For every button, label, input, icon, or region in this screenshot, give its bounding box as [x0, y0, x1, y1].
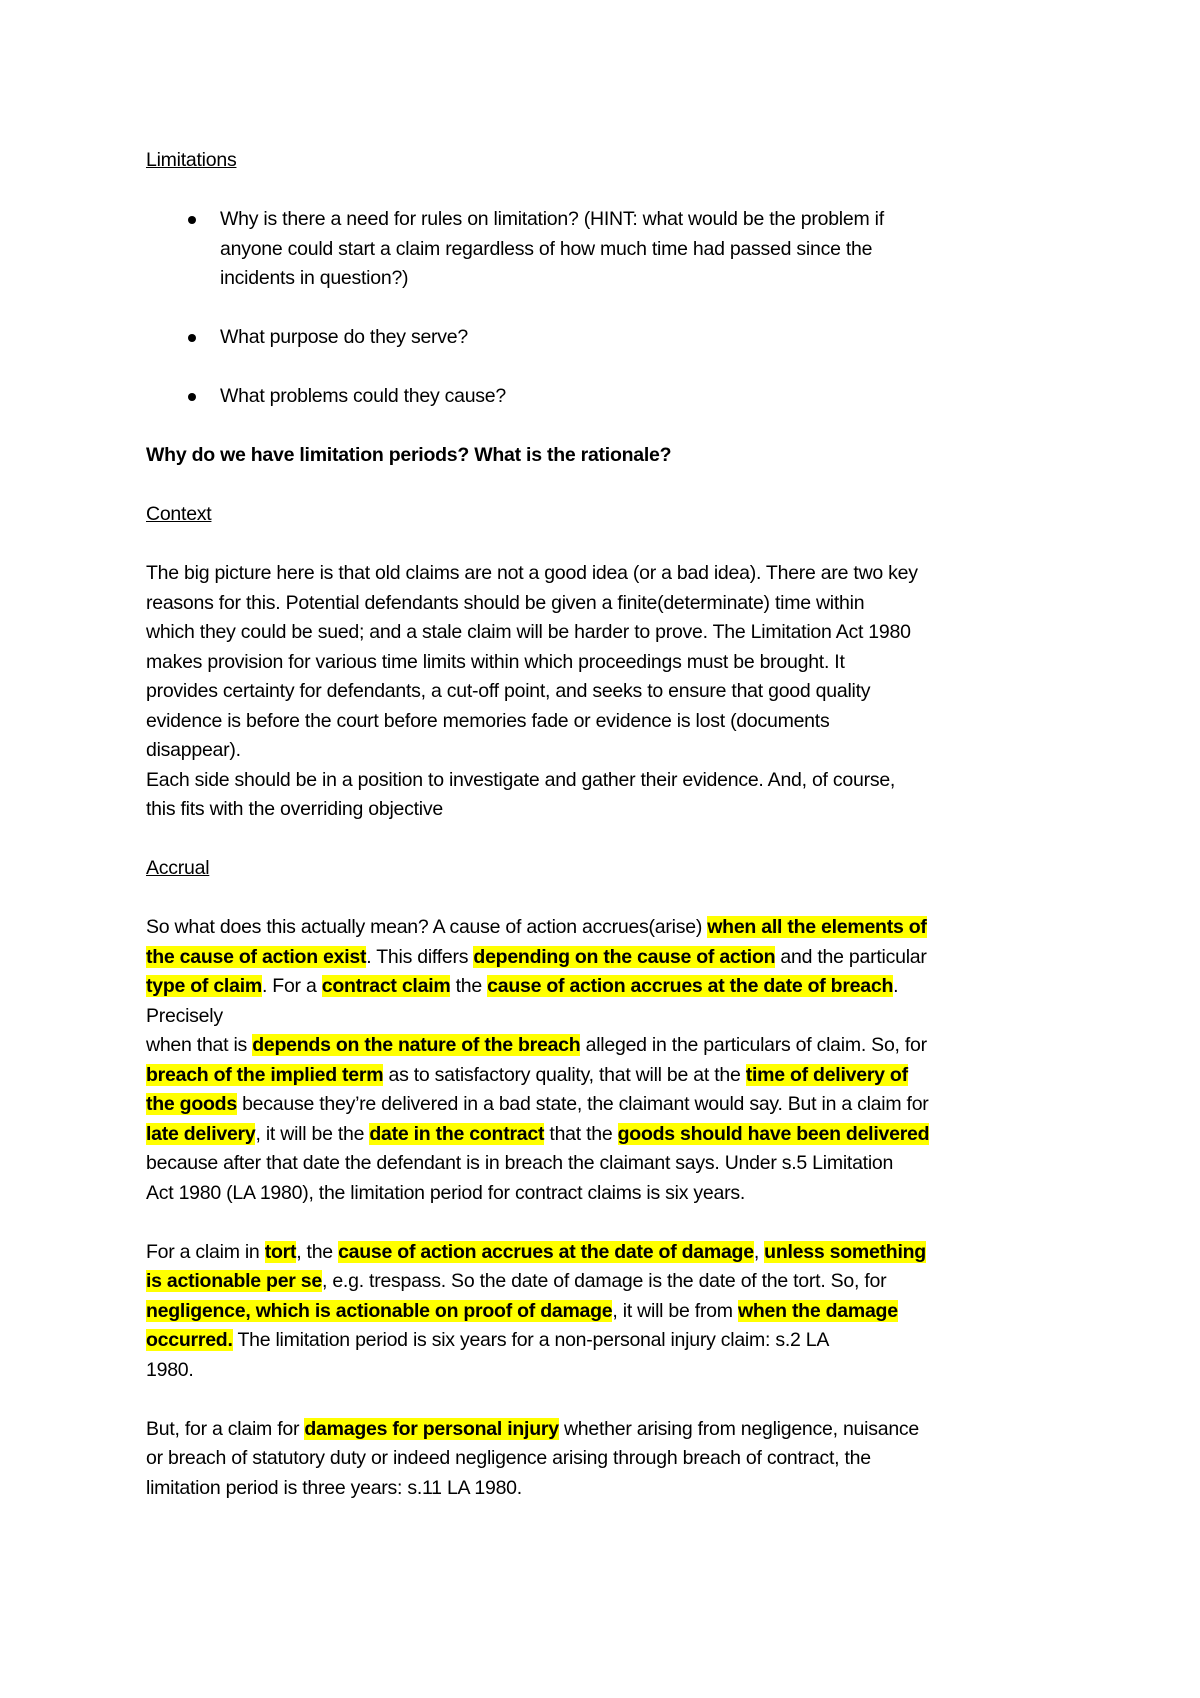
body-text: or breach of statutory duty or indeed negligence arising through breach of contract, the: [146, 1447, 871, 1469]
context-line: reasons for this. Potential defendants should be given a finite(determinate) time within: [146, 591, 865, 614]
bullet-dot-icon: [188, 393, 196, 401]
spacer: [146, 1385, 1070, 1415]
highlighted-text: tort: [264, 1240, 297, 1263]
body-text: the: [450, 975, 488, 997]
context-line: provides certainty for defendants, a cut-off point, and seeks to ensure that good quality: [146, 680, 871, 702]
paragraph-line: [146, 1267, 1070, 1297]
paragraph-line: [146, 1474, 1070, 1504]
context-line: disappear).: [146, 739, 241, 761]
spacer: [146, 471, 1070, 501]
rationale-question: Why do we have limitation periods? What is the rationale?: [146, 444, 672, 466]
paragraph-line: [146, 1297, 1070, 1327]
body-text: because they’re delivered in a bad state, the claimant would say. But in a claim for: [236, 1093, 929, 1115]
paragraph-line: [146, 1002, 1070, 1032]
bullet-item: [146, 323, 1070, 353]
highlighted-text: late delivery: [146, 1122, 256, 1145]
spacer: [146, 884, 1070, 914]
body-text: limitation period is three years: s.11 LA 1980.: [146, 1476, 522, 1499]
bullet-item: [146, 205, 1070, 294]
context-line: The big picture here is that old claims are not a good idea (or a bad idea). There are two key: [146, 562, 918, 584]
personal-injury-paragraph: [146, 1415, 1070, 1504]
highlighted-text: cause of action accrues at the date of damage: [338, 1240, 754, 1263]
spacer: [146, 1208, 1070, 1238]
highlighted-text: when all the elements of: [707, 916, 927, 938]
body-text: So what does this actually mean? A cause of action accrues(arise): [146, 916, 708, 938]
highlighted-text: goods should have been delivered: [617, 1122, 930, 1145]
highlighted-text: time of delivery of: [745, 1063, 908, 1086]
body-text: alleged in the particulars of claim. So, for: [580, 1034, 927, 1056]
highlighted-text: is actionable per se: [146, 1270, 322, 1292]
body-text: But, for a claim for: [146, 1417, 305, 1440]
spacer: [146, 176, 1070, 206]
highlighted-text: cause of action accrues at the date of breach: [487, 975, 894, 997]
paragraph-line: [146, 1090, 1070, 1120]
body-text: when that is: [146, 1034, 253, 1056]
body-text: , the: [296, 1240, 339, 1263]
tort-paragraph: [146, 1238, 1070, 1386]
context-line: makes provision for various time limits within which proceedings must be brought. It: [146, 650, 845, 673]
bullet-line: incidents in question?): [220, 267, 409, 289]
spacer: [146, 530, 1070, 560]
context-line: Each side should be in a position to investigate and gather their evidence. And, of course,: [146, 768, 896, 791]
paragraph-line: [146, 913, 1070, 943]
paragraph-line: [146, 943, 1070, 973]
accrual-paragraph: [146, 913, 1070, 1208]
paragraph-line: [146, 1415, 1070, 1445]
highlighted-text: depending on the cause of action: [473, 945, 776, 968]
paragraph-line: [146, 1061, 1070, 1091]
paragraph-line: [146, 1326, 1070, 1356]
highlighted-text: contract claim: [321, 975, 451, 997]
body-text: The limitation period is six years for a non-personal injury claim: s.2 LA: [232, 1329, 830, 1351]
paragraph-line: [146, 1120, 1070, 1150]
body-text: , it will be from: [612, 1299, 738, 1322]
paragraph-line: [146, 1444, 1070, 1474]
context-line: which they could be sued; and a stale claim will be harder to prove. The Limitation Act 1980: [146, 621, 911, 643]
highlighted-text: depends on the nature of the breach: [252, 1034, 581, 1056]
body-text: as to satisfactory quality, that will be at the: [383, 1063, 746, 1086]
body-text: ,: [753, 1240, 765, 1263]
bullet-line: What problems could they cause?: [220, 385, 506, 407]
paragraph-line: [146, 1238, 1070, 1268]
body-text: Act 1980 (LA 1980), the limitation period for contract claims is six years.: [146, 1181, 746, 1204]
paragraph-line: [146, 1031, 1070, 1061]
highlighted-text: the cause of action exist: [146, 945, 367, 968]
limitation-questions-list: [146, 205, 1070, 412]
paragraph-line: [146, 1149, 1070, 1179]
heading-limitations: Limitations: [146, 149, 237, 171]
bullet-dot-icon: [188, 334, 196, 342]
bullet-item: [146, 382, 1070, 412]
highlighted-text: unless something: [764, 1240, 926, 1263]
bullet-dot-icon: [188, 216, 196, 224]
highlighted-text: type of claim: [146, 975, 262, 997]
body-text: 1980.: [146, 1358, 194, 1381]
body-text: whether arising from negligence, nuisance: [558, 1417, 920, 1440]
bullet-line: What purpose do they serve?: [220, 326, 468, 348]
body-text: For a claim in: [146, 1240, 265, 1263]
paragraph-line: [146, 1179, 1070, 1209]
context-line: this fits with the overriding objective: [146, 798, 443, 820]
paragraph-line: [146, 1356, 1070, 1386]
context-line: evidence is before the court before memories fade or evidence is lost (documents: [146, 709, 830, 732]
highlighted-text: breach of the implied term: [146, 1063, 384, 1086]
body-text: and the particular: [775, 945, 927, 968]
paragraph-line: [146, 972, 1070, 1002]
bullet-line: Why is there a need for rules on limitation? (HINT: what would be the problem if: [220, 208, 884, 230]
heading-accrual: Accrual: [146, 857, 210, 879]
body-text: . This differs: [366, 945, 474, 968]
body-text: Precisely: [146, 1004, 223, 1027]
spacer: [146, 825, 1070, 855]
highlighted-text: date in the contract: [369, 1122, 545, 1145]
body-text: , e.g. trespass. So the date of damage is the date of the tort. So, for: [322, 1270, 887, 1292]
highlighted-text: damages for personal injury: [304, 1417, 559, 1440]
body-text: .: [893, 975, 899, 997]
bullet-line: anyone could start a claim regardless of how much time had passed since the: [220, 237, 873, 260]
heading-context: Context: [146, 503, 212, 525]
highlighted-text: the goods: [146, 1093, 237, 1115]
context-paragraph: [146, 559, 1070, 825]
body-text: . For a: [261, 975, 322, 997]
highlighted-text: negligence, which is actionable on proof of damage: [146, 1299, 613, 1322]
body-text: because after that date the defendant is in breach the claimant says. Under s.5 Limitation: [146, 1152, 894, 1174]
highlighted-text: occurred.: [146, 1329, 233, 1351]
highlighted-text: when the damage: [737, 1299, 898, 1322]
body-text: that the: [544, 1122, 618, 1145]
body-text: , it will be the: [255, 1122, 370, 1145]
